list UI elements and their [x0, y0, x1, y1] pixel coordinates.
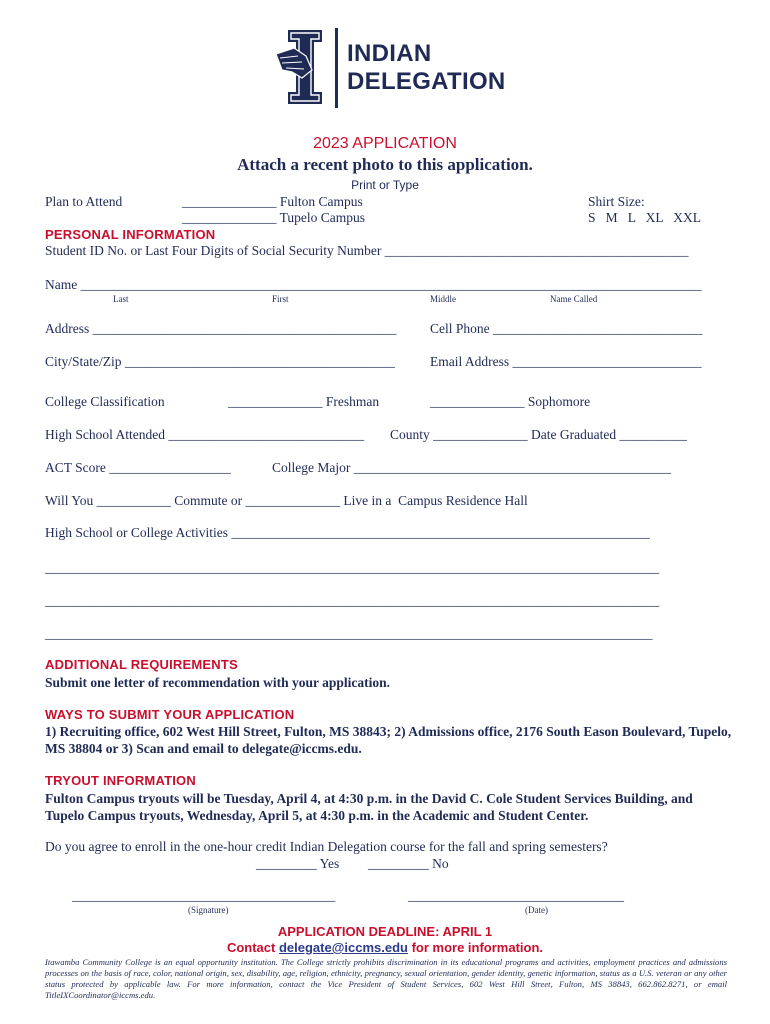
- name-middle-label: Middle: [430, 294, 456, 304]
- signature-line[interactable]: _______________________________________: [72, 888, 336, 903]
- sophomore-field[interactable]: ______________ Sophomore: [430, 394, 591, 409]
- personal-info-heading: PERSONAL INFORMATION: [45, 227, 216, 242]
- activities-field[interactable]: High School or College Activities ______________________________________________________________: [45, 525, 650, 540]
- plan-tupelo-field[interactable]: ______________ Tupelo Campus: [182, 210, 366, 225]
- date-line[interactable]: ________________________________: [408, 888, 624, 903]
- contact-suffix: for more information.: [407, 940, 544, 955]
- contact-email-link[interactable]: delegate@iccms.edu: [278, 940, 408, 955]
- city-state-zip-field[interactable]: City/State/Zip ________________________________________: [45, 354, 395, 369]
- additional-text: Submit one letter of recommendation with your application.: [45, 675, 390, 690]
- shirt-size-options[interactable]: S M L XL XXL: [588, 210, 701, 225]
- freshman-field[interactable]: ______________ Freshman: [228, 394, 380, 409]
- student-id-field[interactable]: Student ID No. or Last Four Digits of Social Security Number _____________________________________________: [45, 243, 689, 258]
- contact-line: [0, 940, 770, 955]
- college-major-field[interactable]: College Major _______________________________________________: [272, 460, 671, 475]
- enroll-yes-field[interactable]: _________ Yes: [256, 856, 340, 871]
- activities-line-1[interactable]: ___________________________________________________________________________________________: [45, 560, 660, 575]
- page-subtitle: Attach a recent photo to this application.: [237, 155, 533, 174]
- enroll-question: Do you agree to enroll in the one-hour credit Indian Delegation course for the fall and spring semesters?: [45, 839, 608, 854]
- additional-heading: ADDITIONAL REQUIREMENTS: [45, 657, 238, 672]
- tryout-text: Fulton Campus tryouts will be Tuesday, April 4, at 4:30 p.m. in the David C. Cole Student Services Building, and Tupelo Campus tryouts, Wednesday, April 5, at 4:30 p.m. in the Academic and Student Center.: [45, 791, 693, 823]
- plan-fulton-field[interactable]: ______________ Fulton Campus: [182, 194, 363, 209]
- email-field[interactable]: Email Address ____________________________: [430, 354, 702, 369]
- cell-phone-field[interactable]: Cell Phone _______________________________: [430, 321, 703, 336]
- name-last-label: Last: [113, 294, 129, 304]
- name-first-label: First: [272, 294, 289, 304]
- plan-label: Plan to Attend: [45, 194, 123, 209]
- enroll-no-field[interactable]: _________ No: [368, 856, 449, 871]
- ways-heading: WAYS TO SUBMIT YOUR APPLICATION: [45, 707, 295, 722]
- contact-prefix: Contact: [226, 940, 279, 955]
- logo-i-mark-icon: [272, 26, 334, 108]
- logo-text-line2: DELEGATION: [347, 68, 506, 95]
- shirt-size-label: Shirt Size:: [588, 194, 645, 209]
- county-date-field[interactable]: County ______________ Date Graduated __________: [390, 427, 687, 442]
- date-label: (Date): [525, 905, 548, 915]
- print-note: Print or Type: [351, 178, 419, 192]
- logo-text-line1: INDIAN: [347, 40, 432, 67]
- page-title: 2023 APPLICATION: [313, 135, 457, 152]
- will-you-field[interactable]: Will You ___________ Commute or ______________ Live in a Campus Residence Hall: [45, 493, 528, 508]
- address-field[interactable]: Address _____________________________________________: [45, 321, 397, 336]
- logo: [272, 26, 506, 110]
- activities-line-3[interactable]: __________________________________________________________________________________________: [45, 626, 653, 641]
- signature-label: (Signature): [188, 905, 229, 915]
- tryout-heading: TRYOUT INFORMATION: [45, 773, 196, 788]
- footer-disclaimer: Itawamba Community College is an equal opportunity institution. The College strictly prohibits discrimination in its educational programs and activities, employment practices and admissions processes on the basis of race, color, national origin, sex, disability, age, religion, ethnicity, pregnancy, sexual orientation, gender identity, genetic information, status as a U.S. veteran or any other status protected by applicable law. For more information, contact the Vice President of Student Services, 602 West Hill Street, Fulton, MS 38843, 662.862.8271, or email TitleIXCoordinator@iccms.edu.: [45, 957, 727, 1000]
- ways-text: 1) Recruiting office, 602 West Hill Street, Fulton, MS 38843; 2) Admissions office, 2176 South Eason Boulevard, Tupelo, MS 38804 or 3) Scan and email to delegate@iccms.edu.: [45, 724, 732, 756]
- name-called-label: Name Called: [550, 294, 598, 304]
- logo-divider: [335, 28, 338, 108]
- act-score-field[interactable]: ACT Score __________________: [45, 460, 231, 475]
- activities-line-2[interactable]: ___________________________________________________________________________________________: [45, 593, 660, 608]
- classification-label: College Classification: [45, 394, 165, 409]
- name-field[interactable]: Name ____________________________________________________________________________________________: [45, 277, 702, 292]
- deadline-text: APPLICATION DEADLINE: APRIL 1: [277, 924, 493, 939]
- high-school-field[interactable]: High School Attended _____________________________: [45, 427, 365, 442]
